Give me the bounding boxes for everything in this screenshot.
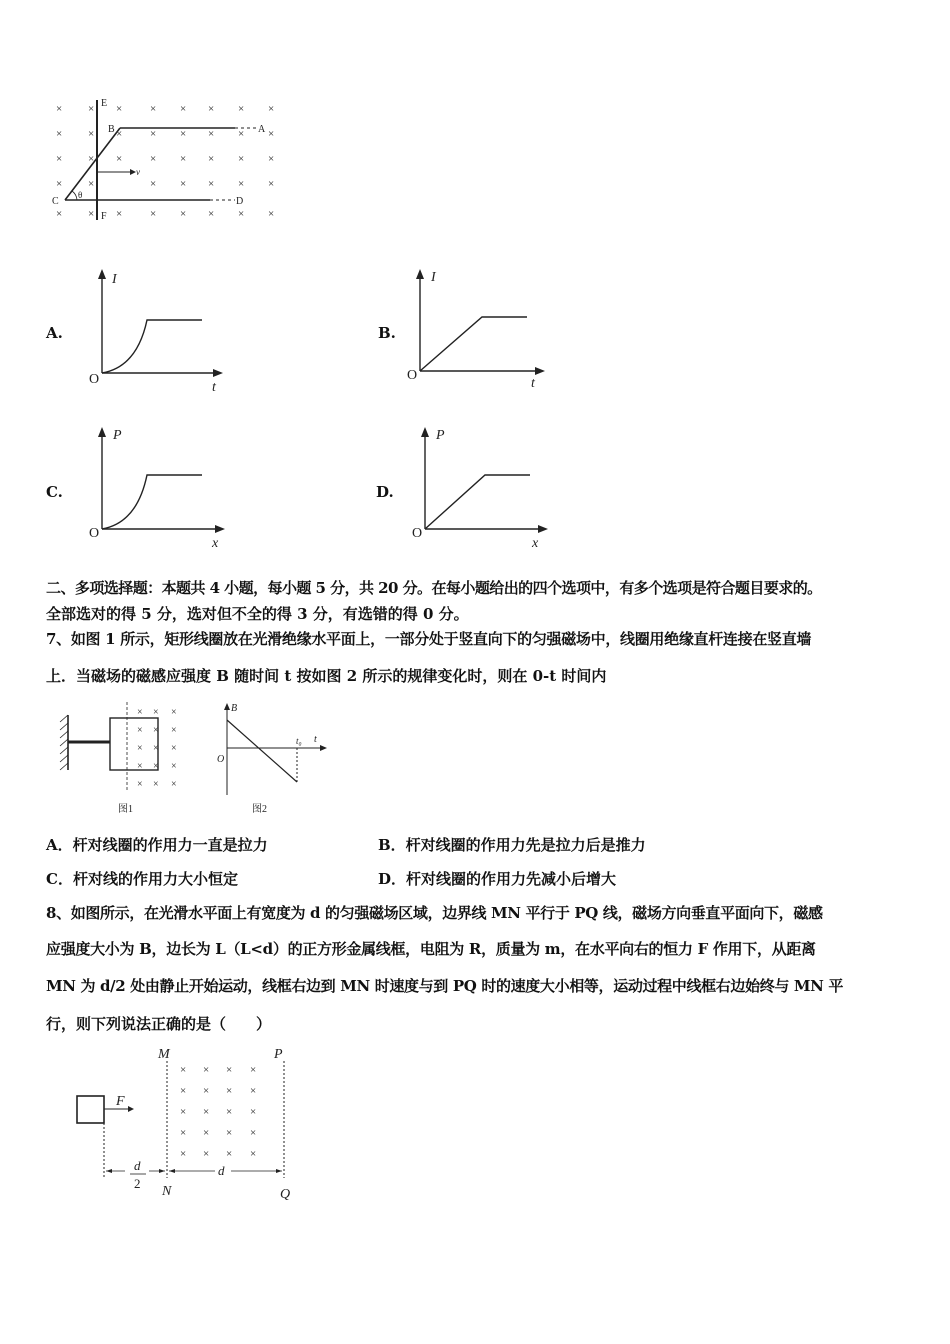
graph-d bbox=[408, 423, 558, 553]
field-cross: × bbox=[268, 178, 275, 190]
label-D: D bbox=[236, 196, 244, 207]
field-cross: × bbox=[238, 128, 245, 140]
field-cross: × bbox=[88, 178, 95, 190]
field-cross: × bbox=[171, 707, 177, 718]
q7-option-a: A．杆对线圈的作用力一直是拉力 bbox=[46, 836, 268, 854]
graph-d-y-label: P bbox=[436, 428, 445, 443]
field-cross: × bbox=[171, 761, 177, 772]
field-cross: × bbox=[268, 103, 275, 115]
field-cross: × bbox=[180, 1127, 187, 1139]
field-cross: × bbox=[116, 208, 123, 220]
q7-fig2-O: O bbox=[217, 754, 225, 765]
field-cross: × bbox=[203, 1106, 210, 1118]
field-cross: × bbox=[137, 779, 143, 790]
label-B: B bbox=[108, 124, 115, 135]
q8-line4: 行，则下列说法正确的是（ ） bbox=[46, 1015, 272, 1033]
q7-fig2-caption: 图2 bbox=[252, 804, 267, 815]
q7-line2: 上．当磁场的磁感应强度 B 随时间 t 按如图 2 所示的规律变化时，则在 0-t 时间内 bbox=[46, 667, 607, 685]
field-cross: × bbox=[171, 779, 177, 790]
option-b-label: B. bbox=[378, 324, 396, 342]
q7-option-b: B．杆对线圈的作用力先是拉力后是推力 bbox=[378, 836, 646, 854]
graph-a-origin: O bbox=[89, 372, 100, 387]
graph-a-x-label: t bbox=[212, 380, 216, 395]
field-cross: × bbox=[226, 1148, 233, 1160]
field-cross: × bbox=[137, 743, 143, 754]
field-cross: × bbox=[153, 725, 159, 736]
field-cross: × bbox=[150, 128, 157, 140]
q7-fig2-t: t bbox=[314, 734, 317, 745]
field-cross: × bbox=[250, 1085, 257, 1097]
option-d-label: D. bbox=[376, 483, 394, 501]
label-theta: θ bbox=[78, 190, 83, 200]
graph-c-y-label: P bbox=[113, 428, 122, 443]
field-cross: × bbox=[226, 1064, 233, 1076]
field-cross: × bbox=[116, 153, 123, 165]
top-magnetic-field-figure bbox=[50, 95, 290, 225]
graph-d-origin: O bbox=[412, 526, 423, 541]
field-cross: × bbox=[238, 178, 245, 190]
field-cross: × bbox=[180, 1085, 187, 1097]
field-cross: × bbox=[88, 103, 95, 115]
graph-b-origin: O bbox=[407, 368, 418, 383]
q7-field-crosses bbox=[137, 707, 177, 790]
q8-field-crosses bbox=[180, 1064, 256, 1160]
q7-option-d: D．杆对线圈的作用力先减小后增大 bbox=[378, 870, 617, 888]
field-cross: × bbox=[208, 178, 215, 190]
section2-line2: 全部选对的得 5 分，选对但不全的得 3 分，有选错的得 0 分。 bbox=[46, 605, 469, 623]
field-cross: × bbox=[116, 103, 123, 115]
field-cross: × bbox=[180, 1106, 187, 1118]
field-cross: × bbox=[226, 1127, 233, 1139]
field-cross: × bbox=[226, 1106, 233, 1118]
field-cross: × bbox=[180, 128, 187, 140]
field-cross: × bbox=[153, 761, 159, 772]
field-cross: × bbox=[137, 725, 143, 736]
field-cross: × bbox=[208, 208, 215, 220]
field-cross: × bbox=[203, 1085, 210, 1097]
field-cross: × bbox=[208, 128, 215, 140]
label-E: E bbox=[101, 98, 108, 109]
field-cross: × bbox=[150, 153, 157, 165]
q8-label-P: P bbox=[274, 1047, 283, 1062]
graph-b-y-label: I bbox=[431, 270, 436, 285]
field-cross: × bbox=[250, 1148, 257, 1160]
option-c-label: C. bbox=[46, 483, 63, 501]
field-cross: × bbox=[150, 178, 157, 190]
field-cross: × bbox=[238, 153, 245, 165]
field-cross: × bbox=[171, 725, 177, 736]
label-C: C bbox=[52, 196, 59, 207]
q8-line3: MN 为 d/2 处由静止开始运动，线框右边到 MN 时速度与到 PQ 时的速度大小相等，运动过程中线框右边始终与 MN 平 bbox=[46, 977, 843, 995]
graph-c-x-label: x bbox=[212, 536, 219, 551]
q8-label-M: M bbox=[158, 1047, 170, 1062]
label-v: v bbox=[136, 167, 140, 177]
field-cross: × bbox=[208, 103, 215, 115]
field-cross: × bbox=[203, 1148, 210, 1160]
field-cross: × bbox=[250, 1127, 257, 1139]
graph-a-y-label: I bbox=[112, 272, 117, 287]
q8-label-F: F bbox=[116, 1094, 125, 1109]
q7-fig1-caption: 图1 bbox=[118, 804, 133, 815]
field-cross: × bbox=[250, 1064, 257, 1076]
field-cross: × bbox=[153, 743, 159, 754]
graph-b bbox=[405, 265, 555, 395]
q7-line1: 7、如图 1 所示，矩形线圈放在光滑绝缘水平面上，一部分处于竖直向下的匀强磁场中，线圈用绝缘直杆连接在竖直墙 bbox=[46, 630, 812, 648]
field-cross: × bbox=[238, 103, 245, 115]
q8-label-N: N bbox=[162, 1184, 172, 1199]
q8-dim-d: d bbox=[218, 1163, 225, 1178]
q7-fig2-t0: t₀ bbox=[296, 736, 302, 746]
field-cross: × bbox=[150, 208, 157, 220]
field-cross: × bbox=[208, 153, 215, 165]
field-cross: × bbox=[180, 208, 187, 220]
field-cross: × bbox=[137, 761, 143, 772]
q8-label-Q: Q bbox=[280, 1187, 291, 1202]
field-cross: × bbox=[137, 707, 143, 718]
field-cross: × bbox=[153, 707, 159, 718]
field-cross: × bbox=[203, 1127, 210, 1139]
q8-line1: 8、如图所示，在光滑水平面上有宽度为 d 的匀强磁场区域，边界线 MN 平行于 PQ 线，磁场方向垂直平面向下，磁感 bbox=[46, 904, 823, 922]
field-cross: × bbox=[56, 178, 63, 190]
field-cross: × bbox=[88, 208, 95, 220]
field-cross: × bbox=[180, 1064, 187, 1076]
q8-figure bbox=[70, 1043, 310, 1208]
q7-figure-1 bbox=[58, 700, 193, 820]
field-cross: × bbox=[180, 178, 187, 190]
field-cross: × bbox=[171, 743, 177, 754]
field-cross: × bbox=[180, 1148, 187, 1160]
field-cross: × bbox=[268, 153, 275, 165]
field-cross: × bbox=[116, 128, 123, 140]
field-cross: × bbox=[250, 1106, 257, 1118]
field-cross: × bbox=[203, 1064, 210, 1076]
graph-d-x-label: x bbox=[532, 536, 539, 551]
q8-dim-d-denominator: 2 bbox=[134, 1176, 141, 1191]
field-cross: × bbox=[56, 153, 63, 165]
field-cross: × bbox=[88, 128, 95, 140]
field-cross: × bbox=[56, 128, 63, 140]
label-A: A bbox=[258, 124, 266, 135]
q7-option-c: C．杆对线的作用力大小恒定 bbox=[46, 870, 238, 888]
field-cross: × bbox=[56, 103, 63, 115]
field-cross: × bbox=[180, 153, 187, 165]
field-cross: × bbox=[150, 103, 157, 115]
field-cross: × bbox=[268, 128, 275, 140]
graph-c-origin: O bbox=[89, 526, 100, 541]
label-F: F bbox=[101, 211, 107, 222]
field-cross: × bbox=[226, 1085, 233, 1097]
field-cross: × bbox=[238, 208, 245, 220]
field-cross: × bbox=[180, 103, 187, 115]
field-cross: × bbox=[268, 208, 275, 220]
q8-line2: 应强度大小为 B，边长为 L（L<d）的正方形金属线框，电阻为 R，质量为 m，在水平向右的恒力 F 作用下，从距离 bbox=[46, 940, 816, 958]
q7-fig2-B: B bbox=[231, 703, 238, 714]
section2-line1: 二、多项选择题：本题共 4 小题，每小题 5 分，共 20 分。在每小题给出的四个选项中，有多个选项是符合题目要求的。 bbox=[46, 579, 822, 597]
graph-c bbox=[85, 423, 235, 553]
field-cross: × bbox=[88, 153, 95, 165]
field-cross: × bbox=[56, 208, 63, 220]
graph-a bbox=[85, 265, 235, 395]
field-cross: × bbox=[153, 779, 159, 790]
graph-b-x-label: t bbox=[531, 376, 535, 391]
q7-figure-2-graph bbox=[212, 700, 332, 820]
q8-dim-d-numerator: d bbox=[134, 1158, 141, 1173]
option-a-label: A. bbox=[46, 324, 63, 342]
